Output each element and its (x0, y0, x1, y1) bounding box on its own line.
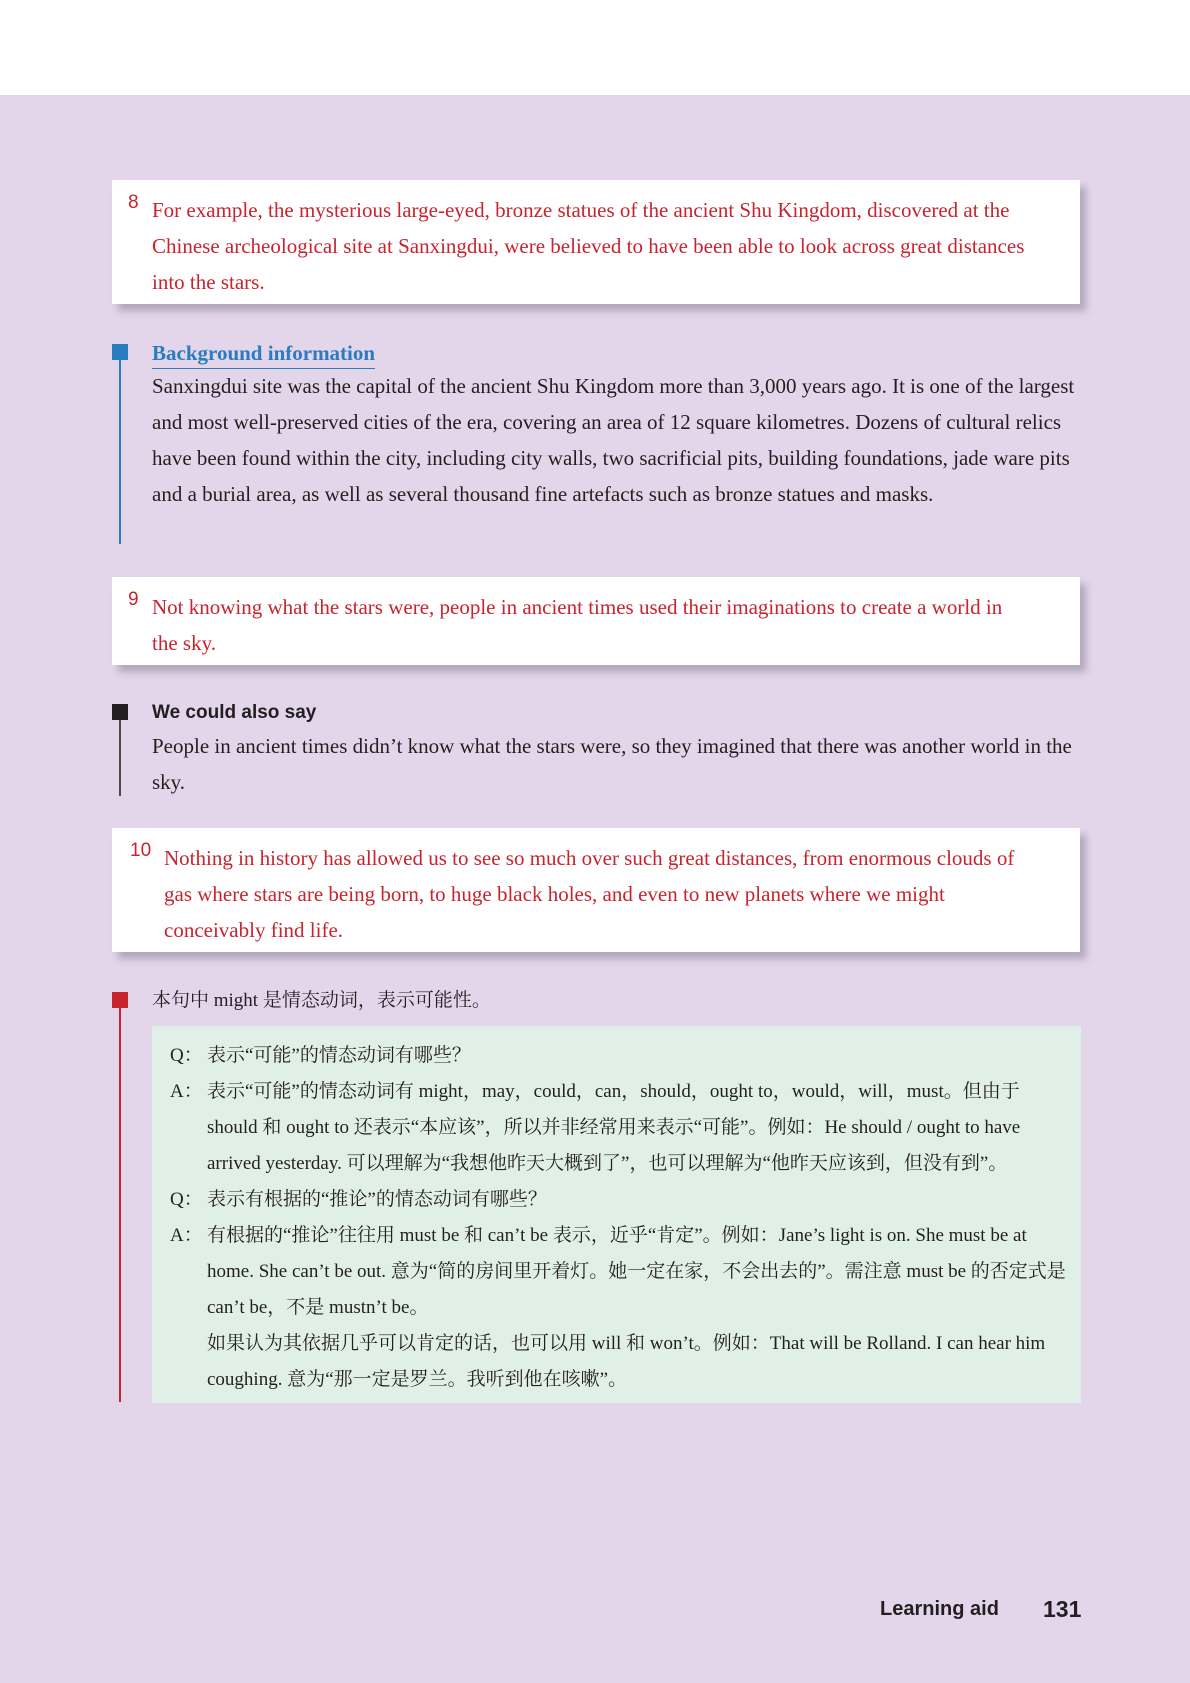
qa-text: 如果认为其依据几乎可以肯定的话，也可以用 will 和 won’t。例如：That will be Rolland. I can hear him coughing. 意为“那一定是罗兰。我听到他在咳嗽”。 (207, 1333, 1046, 1390)
quote-number: 8 (128, 192, 139, 213)
quote-number: 9 (128, 589, 139, 610)
quote-text: Nothing in history has allowed us to see so much over such great distances, from enormous clouds of gas where stars are being born, to huge black holes, and even to new planets where we might conceivably find life. (164, 846, 1015, 942)
footer-section-label: Learning aid (880, 1598, 999, 1620)
dark-vertical-rule (119, 720, 121, 796)
qa-panel (152, 1026, 1081, 1403)
quote-box-8 (112, 180, 1080, 304)
background-info-note (112, 341, 1080, 544)
quote-text: For example, the mysterious large-eyed, bronze statues of the ancient Shu Kingdom, discovered at the Chinese archeological site at Sanxingdui, were believed to have been able to look across great distances into the stars. (152, 198, 1025, 294)
qa-label: Q： (170, 1045, 203, 1066)
quote-text: Not knowing what the stars were, people in ancient times used their imaginations to create a world in the sky. (152, 595, 1003, 655)
quote-number: 10 (130, 840, 152, 861)
qa-text: 有根据的“推论”往往用 must be 和 can’t be 表示，近乎“肯定”。例如：Jane’s light is on. She must be at home. She can’t be out. 意为“简的房间里开着灯。她一定在家，不会出去的”。需注意 must be 的否定式是 can’t be，不是 mustn’t be。 (207, 1225, 1066, 1318)
qa-label: A： (170, 1225, 203, 1246)
also-say-body: People in ancient times didn’t know what the stars were, so they imagined that there was another world in the sky. (152, 734, 1072, 794)
qa-question (170, 1182, 1070, 1218)
also-say-note (112, 704, 1080, 796)
qa-label: Q： (170, 1189, 203, 1210)
qa-answer-continued (170, 1326, 1070, 1398)
qa-text: 表示“可能”的情态动词有哪些？ (207, 1045, 471, 1066)
red-vertical-rule (119, 1008, 121, 1402)
qa-label: A： (170, 1081, 203, 1102)
dark-square-marker (112, 704, 128, 720)
background-info-heading: Background information (152, 338, 375, 369)
background-info-body: Sanxingdui site was the capital of the ancient Shu Kingdom more than 3,000 years ago. It is one of the largest and most well-preserved cities of the era, covering an area of 12 square kilometres. Dozens of cultural relics have been found within the city, including city walls, two sacrificial pits, building foundations, jade ware pits and a burial area, as well as several thousand fine artefacts such as bronze statues and masks. (152, 374, 1075, 506)
qa-question (170, 1038, 1070, 1074)
qa-text: 表示“可能”的情态动词有 might，may，could，can，should，ought to，would，will，must。但由于 should 和 ought to 还表示“本应该”，所以并非经常用来表示“可能”。例如：He should / ought to have arrived yesterday. 可以理解为“我想他昨天大概到了”，也可以理解为“他昨天应该到，但没有到”。 (207, 1081, 1021, 1174)
qa-answer (170, 1074, 1070, 1182)
also-say-heading: We could also say (152, 702, 317, 723)
qa-answer (170, 1218, 1070, 1326)
qa-text: 表示有根据的“推论”的情态动词有哪些？ (207, 1189, 547, 1210)
blue-vertical-rule (119, 360, 121, 544)
page-number: 131 (1043, 1596, 1082, 1622)
blue-square-marker (112, 344, 128, 360)
red-square-marker (112, 992, 128, 1008)
quote-box-9 (112, 577, 1080, 665)
grammar-note-intro: 本句中 might 是情态动词，表示可能性。 (152, 990, 491, 1011)
quote-box-10 (112, 828, 1080, 952)
